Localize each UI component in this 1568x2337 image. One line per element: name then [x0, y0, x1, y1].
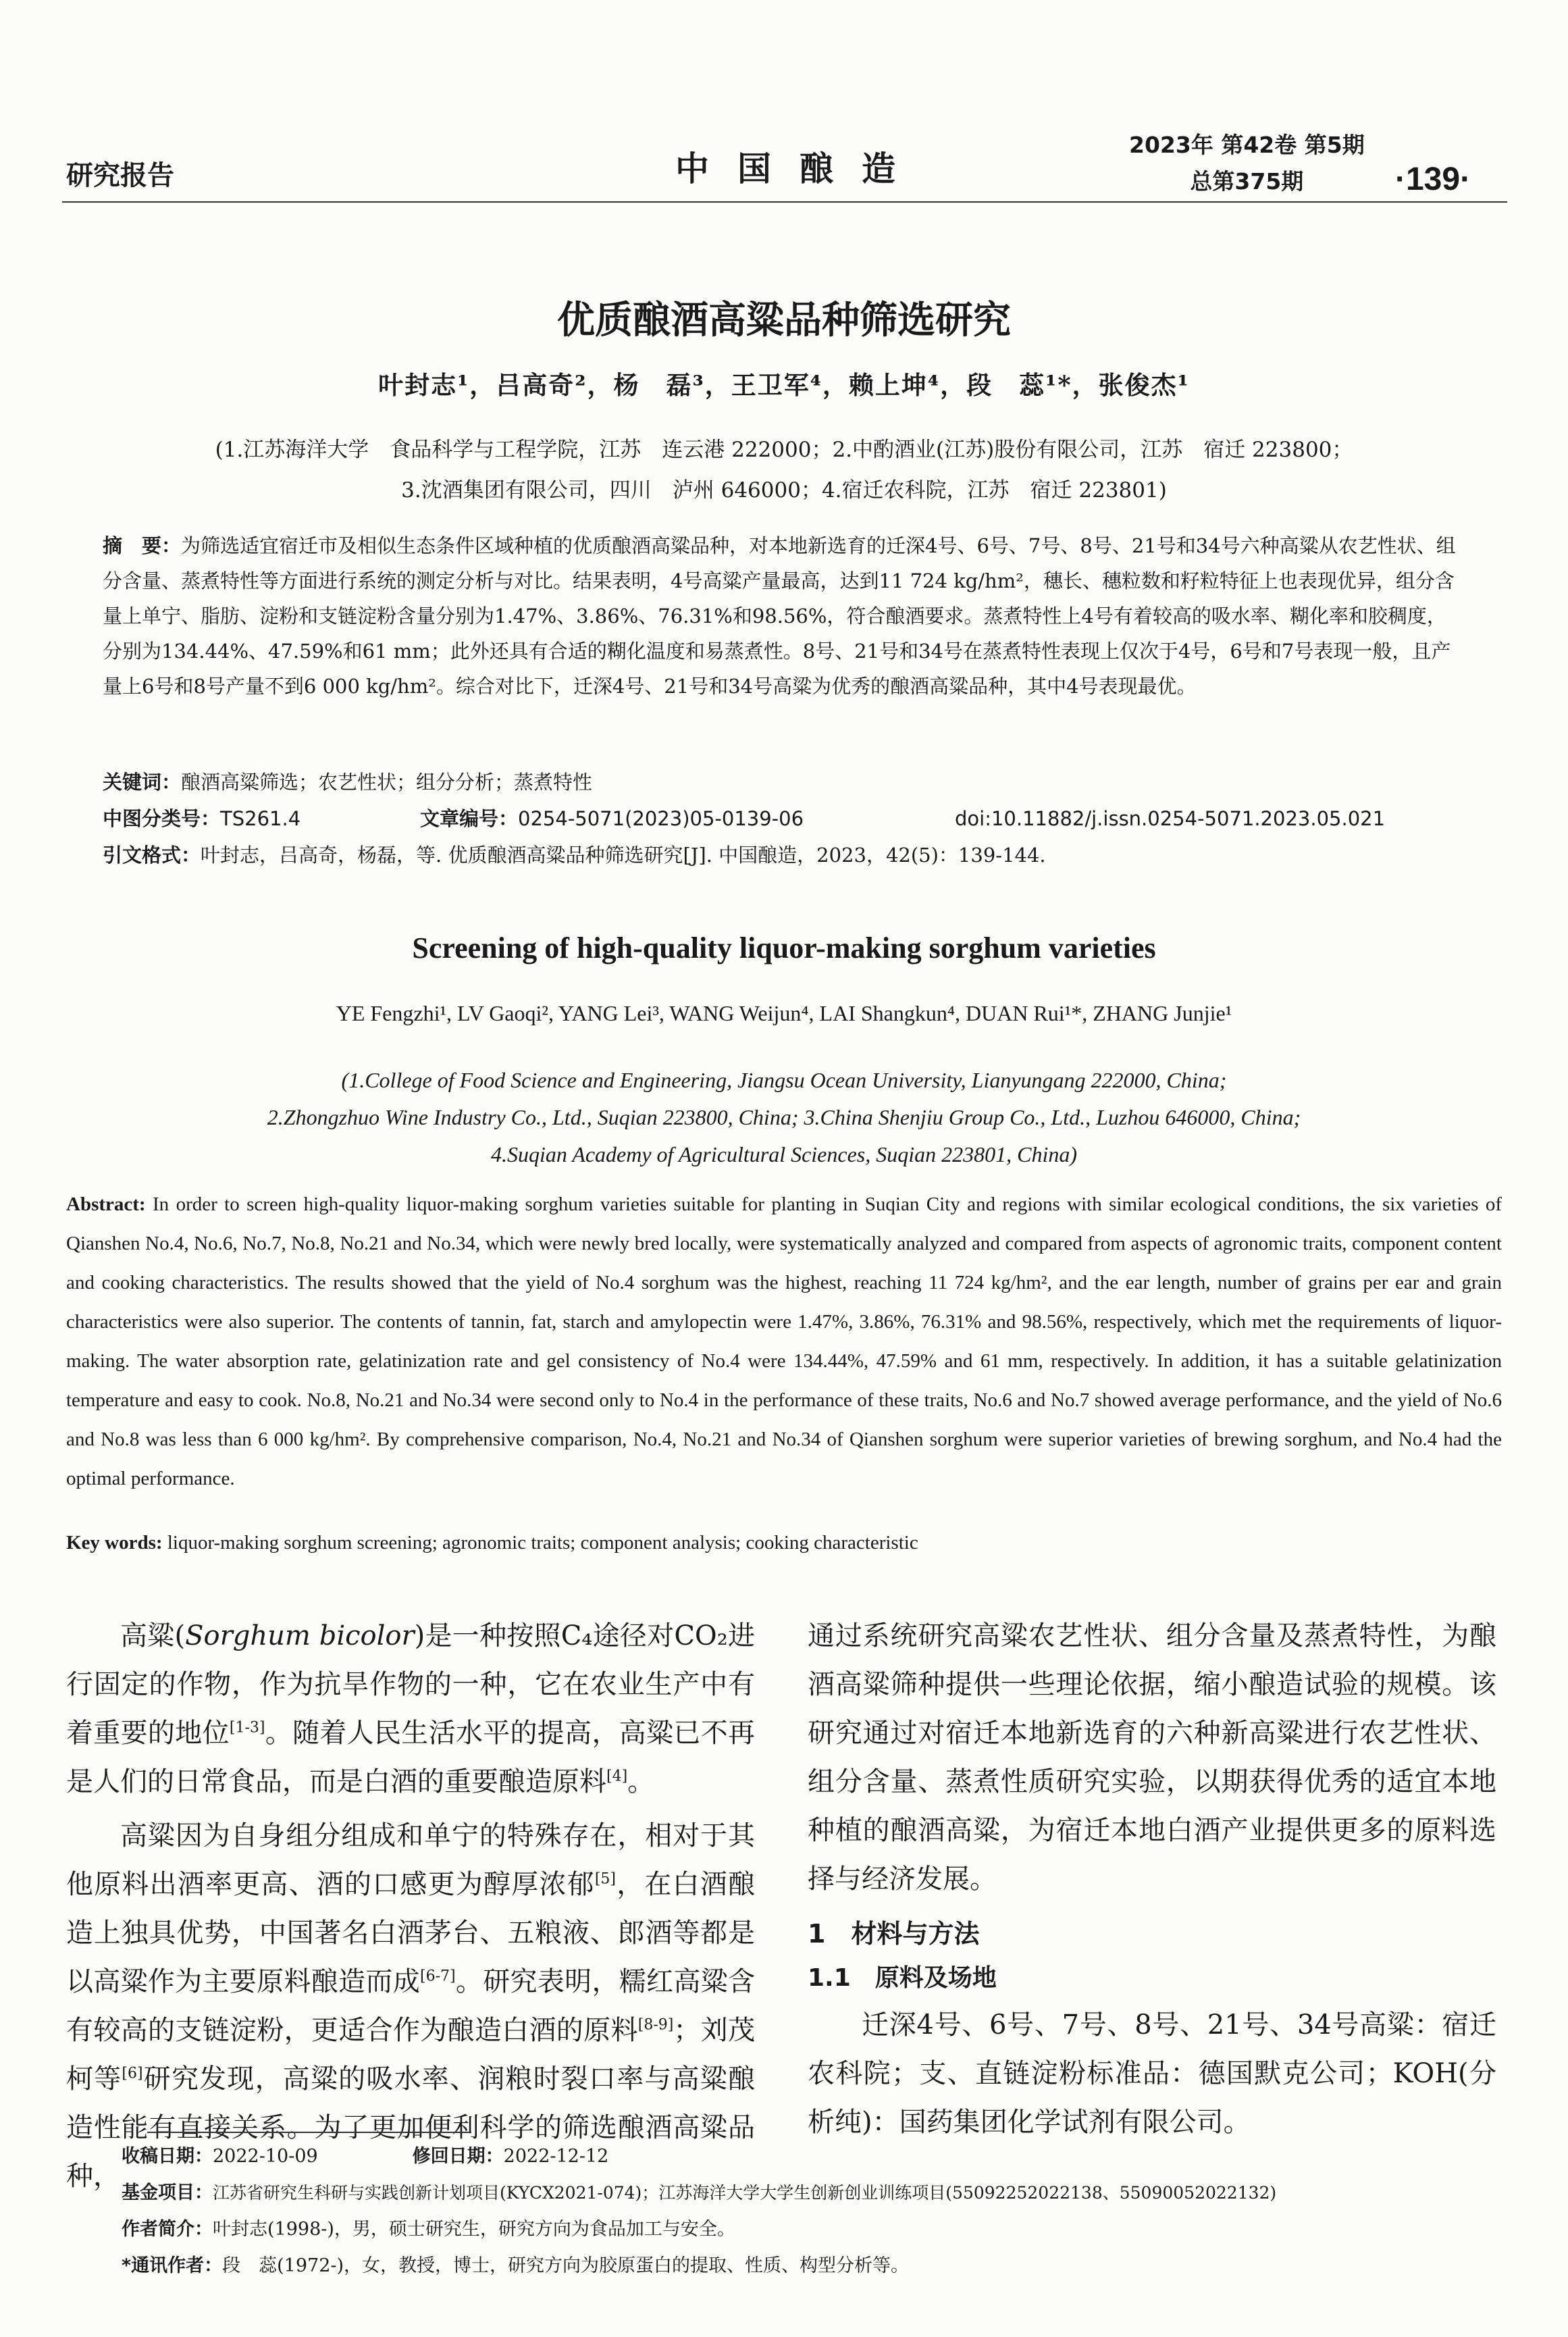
citation-ref: [5] [594, 1870, 616, 1888]
citation-ref: [8-9] [637, 2016, 674, 2034]
abstract-en-label: Abstract: [66, 1193, 146, 1215]
affiliation-line: (1.江苏海洋大学 食品科学与工程学院，江苏 连云港 222000；2.中酌酒业(江苏)股份有限公司，江苏 宿迁 223800； [215, 438, 1353, 462]
clc-value: TS261.4 [220, 807, 301, 830]
received-date: 2022-10-09 [213, 2146, 318, 2167]
body-paragraph: 通过系统研究高粱农艺性状、组分含量及蒸煮特性，为酿酒高粱筛种提供一些理论依据，缩小酿造试验的规模。该研究通过对宿迁本地新选育的六种新高粱进行农艺性状、组分含量、蒸煮性质研究实验，以期获得优秀的适宜本地种植的酿酒高粱，为宿迁本地白酒产业提供更多的原料选择与经济发展。 [808, 1620, 1496, 1895]
affiliation-line: 3.沈酒集团有限公司，四川 泸州 646000；4.宿迁农科院，江苏 宿迁 223801) [401, 478, 1167, 503]
footnote-fund [122, 2175, 1513, 2211]
body-paragraph: 迁深4号、6号、7号、8号、21号、34号高粱：宿迁农科院；支、直链淀粉标准品：德国默克公司；KOH(分析纯)：国药集团化学试剂有限公司。 [808, 2009, 1496, 2138]
abstract-cn [103, 528, 1460, 704]
authors-cn: 叶封志¹，吕高奇²，杨 磊³，王卫军⁴，赖上坤⁴，段 蕊¹*，张俊杰¹ [378, 370, 1190, 400]
abstract-cn-label: 摘 要： [103, 534, 182, 557]
affiliation-line: (1.College of Food Science and Engineering, Jiangsu Ocean University, Lianyungang 222000, China; [341, 1068, 1227, 1092]
footnote-dates [122, 2138, 1513, 2175]
text-run: 研究发现，高粱的吸水率、润粮时裂口率与高粱酿造性能有直接关系。为了更加便利科学的筛选酿酒高粱品种， [66, 2063, 756, 2192]
article-no-label: 文章编号： [420, 807, 519, 830]
keywords-cn-label: 关键词： [103, 771, 182, 794]
paper-title-cn: 优质酿酒高粱品种筛选研究 [557, 299, 1011, 342]
clc-group [103, 801, 300, 836]
citation-ref: [1-3] [229, 1719, 265, 1737]
affiliation-line: 4.Suqian Academy of Agricultural Sciences, Suqian 223801, China) [490, 1142, 1078, 1166]
received-label: 收稿日期： [122, 2146, 213, 2167]
revised-label: 修回日期： [412, 2146, 504, 2167]
affiliation-line: 2.Zhongzhuo Wine Industry Co., Ltd., Suqian 223800, China; 3.China Shenjiu Group Co., Ltd., Luzhou 646000, China; [267, 1105, 1301, 1129]
latin-name: Sorghum bicolor [185, 1620, 415, 1651]
body-right-column [808, 1612, 1496, 2147]
text-run: 高粱因为自身组分组成和单宁的特殊存在，相对于其他原料出酒率更高、酒的口感更为醇厚浓郁 [66, 1820, 755, 1900]
text-run: )是一种按照C₄途径对CO₂进行固定的作物，作为抗旱作物的一种，它在农业生产中有着重要的地位 [66, 1620, 756, 1749]
footnote-author [122, 2211, 1513, 2248]
footnote-corresponding [122, 2248, 1513, 2284]
article-no-group [420, 801, 804, 836]
authors-en: YE Fengzhi¹, LV Gaoqi², YANG Lei³, WANG Weijun⁴, LAI Shangkun⁴, DUAN Rui¹*, ZHANG Junjie¹ [336, 1001, 1232, 1025]
page-number: ·139· [1395, 161, 1471, 197]
citation-cn [103, 838, 1460, 873]
paper-title-en: Screening of high-quality liquor-making sorghum varieties [412, 931, 1156, 965]
text-run: 。随着人民生活水平的提高，高粱已不再是人们的日常食品，而是白酒的重要酿造原料 [66, 1718, 756, 1797]
article-no-value: 0254-5071(2023)05-0139-06 [518, 807, 804, 830]
text-run: 。 [627, 1766, 655, 1797]
abstract-en [66, 1185, 1502, 1498]
corresponding-label: *通讯作者： [122, 2255, 223, 2276]
abstract-en-text: In order to screen high-quality liquor-making sorghum varieties suitable for planting in Suqian City and regions with similar ecological conditions, the six varieties of Qianshen No.4, No.6, No.7, No.8, No.21 and No.34, which were newly bred locally, were systematically analyzed and compared from aspects of agronomic traits, component content and cooking characteristics. The results showed that the yield of No.4 sorghum was the highest, reaching 11 724 kg/hm², and the ear length, number of grains per ear and grain characteristics were also superior. The contents of tannin, fat, starch and amylopectin were 1.47%, 3.86%, 76.31% and 98.56%, respectively, which met the requirements of liquor-making. The water absorption rate, gelatinization rate and gel consistency of No.4 were 134.44%, 47.59% and 61 mm, respectively. In addition, it has a suitable gelatinization temperature and easy to cook. No.8, No.21 and No.34 were second only to No.4 in the performance of these traits, No.6 and No.7 showed average performance, and the yield of No.6 and No.8 was less than 6 000 kg/hm². By comprehensive comparison, No.4, No.21 and No.34 of Qianshen sorghum were superior varieties of brewing sorghum, and No.4 had the optimal performance. [66, 1193, 1502, 1489]
section-label: 研究报告 [66, 160, 174, 191]
text-run: 。研究表明，糯红高粱含有较高的支链淀粉，更适合作为酿造白酒的原料 [66, 1966, 756, 2046]
doi: doi:10.11882/j.issn.0254-5071.2023.05.021 [955, 807, 1386, 830]
section-heading: 1 材料与方法 [808, 1919, 980, 1949]
abstract-cn-text: 为筛选适宜宿迁市及相似生态条件区域种植的优质酿酒高粱品种，对本地新选育的迁深4号、6号、7号、8号、21号和34号六种高粱从农艺性状、组分含量、蒸煮特性等方面进行系统的测定分析与对比。结果表明，4号高粱产量最高，达到11 724 kg/hm²，穗长、穗粒数和籽粒特征上也表现优异，组分含量上单宁、脂肪、淀粉和支链淀粉含量分别为1.47%、3.86%、76.31%和98.56%，符合酿酒要求。蒸煮特性上4号有着较高的吸水率、糊化率和胶稠度，分别为134.44%、47.59%和61 mm；此外还具有合适的糊化温度和易蒸煮性。8号、21号和34号在蒸煮特性表现上仅次于4号，6号和7号表现一般，且产量上6号和8号产量不到6 000 kg/hm²。综合对比下，迁深4号、21号和34号高粱为优秀的酿酒高粱品种，其中4号表现最优。 [103, 534, 1456, 698]
citation-ref: [6-7] [420, 1968, 456, 1985]
text-run: ，在白酒酿造上独具优势，中国著名白酒茅台、五粮液、郎酒等都是以高粱作为主要原料酿造而成 [66, 1869, 756, 1997]
issue-info [1129, 127, 1365, 200]
citation-label: 引文格式： [103, 844, 201, 867]
keywords-cn-text: 酿酒高粱筛选；农艺性状；组分分析；蒸煮特性 [181, 771, 593, 794]
subsection-heading: 1.1 原料及场地 [808, 1964, 997, 1992]
keywords-en-text: liquor-making sorghum screening; agronomic traits; component analysis; cooking characteristic [167, 1532, 918, 1553]
affiliations-en [0, 1062, 1568, 1173]
keywords-en [66, 1532, 1502, 1554]
body-left-column [66, 1612, 755, 2201]
citation-text: 叶封志，吕高奇，杨磊，等. 优质酿酒高粱品种筛选研究[J]. 中国酿造，2023，42(5)：139-144. [201, 844, 1046, 867]
footnote-rule [147, 2132, 471, 2133]
body-paragraph [66, 1612, 755, 1806]
author-label: 作者简介： [122, 2219, 213, 2240]
author-text: 叶封志(1998-)，男，硕士研究生，研究方向为食品加工与安全。 [213, 2219, 735, 2240]
revised-date: 2022-12-12 [503, 2146, 609, 2167]
issue-total: 总第375期 [1190, 168, 1304, 195]
fund-label: 基金项目： [122, 2182, 213, 2203]
issue-volume: 2023年 第42卷 第5期 [1129, 132, 1365, 158]
fund-text: 江苏省研究生科研与实践创新计划项目(KYCX2021-074)；江苏海洋大学大学生创新创业训练项目(55092252022138、55090052022132) [213, 2183, 1277, 2203]
footnotes [122, 2138, 1513, 2284]
keywords-cn [103, 765, 1460, 800]
affiliations-cn [0, 430, 1568, 511]
keywords-en-label: Key words: [66, 1532, 163, 1553]
journal-title: 中国酿造 [675, 149, 924, 188]
text-run: 高粱( [120, 1620, 186, 1651]
text-run: ；刘茂柯等 [66, 2015, 756, 2095]
corresponding-text: 段 蕊(1972-)，女，教授，博士，研究方向为胶原蛋白的提取、性质、构型分析等。 [222, 2255, 910, 2276]
citation-ref: [6] [122, 2065, 143, 2082]
citation-ref: [4] [606, 1768, 628, 1785]
clc-label: 中图分类号： [103, 807, 221, 830]
header-rule [62, 201, 1507, 203]
